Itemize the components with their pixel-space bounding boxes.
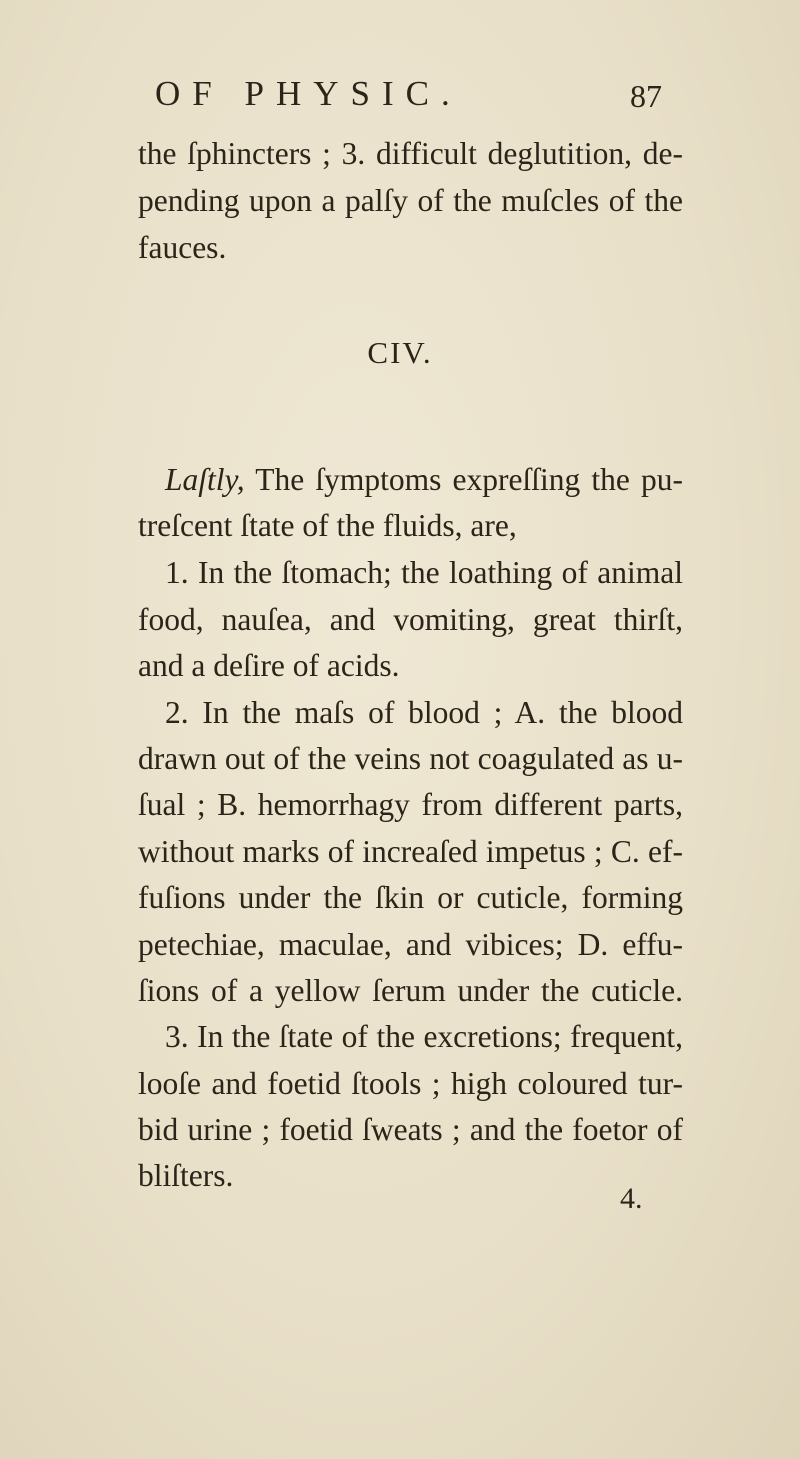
text-line: and a deſire of acids. [138,648,400,683]
text-line: drawn out of the veins not coagulated as u- [138,741,683,776]
section-heading: CIV. [367,335,433,370]
text-line: looſe and foetid ſtools ; high coloured tur- [138,1066,683,1101]
text-line: the ſphincters ; 3. difficult deglutition, de- [138,136,683,171]
text-line: without marks of increaſed impetus ; C. ef- [138,834,683,869]
text-line: fauces. [138,230,227,265]
italic-lead-word: Laſtly, [165,462,245,497]
text-line: petechiae, maculae, and vibices; D. effu- [138,927,683,962]
catchword: 4. [620,1182,643,1215]
running-head [0,68,800,118]
text-line: bliſters. [138,1158,234,1193]
text-line: 2. In the maſs of blood ; A. the blood [165,695,683,730]
text-line: pending upon a palſy of the muſcles of the [138,183,683,218]
text-line: ſual ; B. hemorrhagy from different parts, [138,787,683,822]
text-line: food, nauſea, and vomiting, great thirſt, [138,602,683,637]
text-line: treſcent ſtate of the fluids, are, [138,508,517,543]
text-line: fuſions under the ſkin or cuticle, forming [138,880,683,915]
text-line: 1. In the ſtomach; the loathing of animal [165,555,683,590]
running-title: OF PHYSIC. [155,74,462,113]
text-line: bid urine ; foetid ſweats ; and the foetor of [138,1112,683,1147]
text-line-rest: The ſymptoms expreſſing the pu- [244,462,683,497]
text-line: 3. In the ſtate of the excretions; frequent, [165,1019,683,1054]
page-number: 87 [630,78,662,114]
text-line [165,460,683,500]
text-line: ſions of a yellow ſerum under the cuticle. [138,973,683,1008]
